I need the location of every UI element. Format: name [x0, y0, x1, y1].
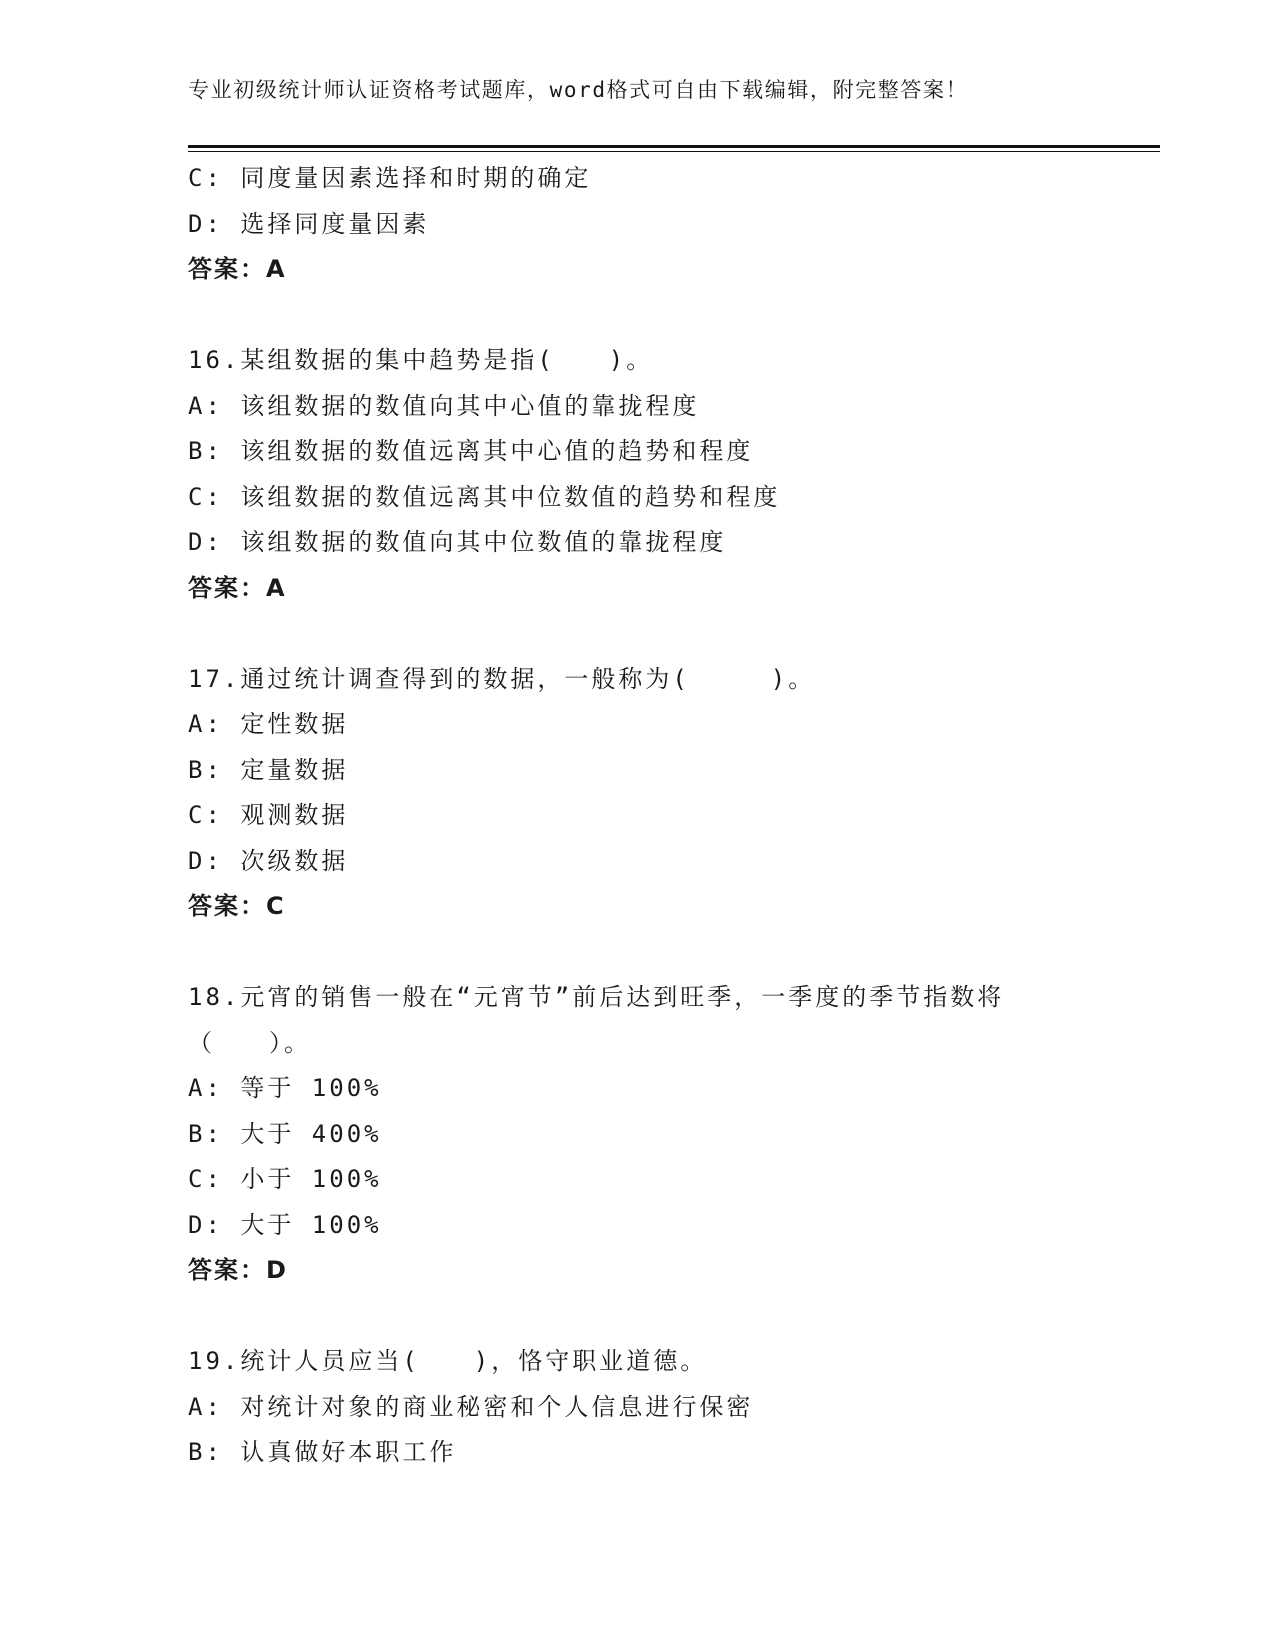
option-d: D: 选择同度量因素 — [188, 209, 430, 238]
option-b: B: 大于 400% — [188, 1119, 382, 1148]
question-stem: 17.通过统计调查得到的数据，一般称为( )。 — [188, 664, 816, 693]
spacer — [188, 930, 1148, 976]
option-a: A: 对统计对象的商业秘密和个人信息进行保密 — [188, 1392, 754, 1421]
option-b: B: 该组数据的数值远离其中心值的趋势和程度 — [188, 437, 754, 465]
answer-line: 答案：A — [188, 255, 287, 283]
page-header: 专业初级统计师认证资格考试题库，word格式可自由下载编辑，附完整答案！ — [188, 78, 969, 102]
question-stem: 19.统计人员应当( )，恪守职业道德。 — [188, 1347, 708, 1375]
spacer — [188, 611, 1148, 657]
option-d: D: 次级数据 — [188, 846, 349, 875]
spacer — [188, 293, 1148, 339]
option-c: C: 小于 100% — [188, 1165, 382, 1193]
question-block-18 — [188, 975, 1148, 1294]
answer-line: 答案：C — [188, 892, 286, 920]
question-stem: 18.元宵的销售一般在“元宵节”前后达到旺季，一季度的季节指数将 — [188, 983, 1005, 1011]
question-content — [188, 156, 1148, 1476]
option-c: C: 该组数据的数值远离其中位数值的趋势和程度 — [188, 482, 781, 511]
answer-line: 答案：A — [188, 573, 287, 602]
question-stem-continued: （ ）。 — [188, 1028, 311, 1057]
question-block-17 — [188, 657, 1148, 930]
option-b: B: 认真做好本职工作 — [188, 1438, 457, 1466]
option-d: D: 大于 100% — [188, 1210, 382, 1239]
option-c: C: 观测数据 — [188, 801, 349, 829]
option-a: A: 该组数据的数值向其中心值的靠拢程度 — [188, 391, 700, 420]
question-block-16 — [188, 338, 1148, 611]
option-d: D: 该组数据的数值向其中位数值的靠拢程度 — [188, 528, 727, 556]
question-block-19 — [188, 1339, 1148, 1476]
header-rule-thick — [188, 145, 1160, 148]
spacer — [188, 1294, 1148, 1340]
option-b: B: 定量数据 — [188, 755, 349, 784]
answer-line: 答案：D — [188, 1256, 288, 1284]
header-rule-thin — [188, 151, 1160, 152]
option-c: C: 同度量因素选择和时期的确定 — [188, 164, 592, 192]
option-a: A: 等于 100% — [188, 1074, 382, 1102]
question-stem: 16.某组数据的集中趋势是指( )。 — [188, 346, 654, 374]
option-a: A: 定性数据 — [188, 710, 349, 738]
